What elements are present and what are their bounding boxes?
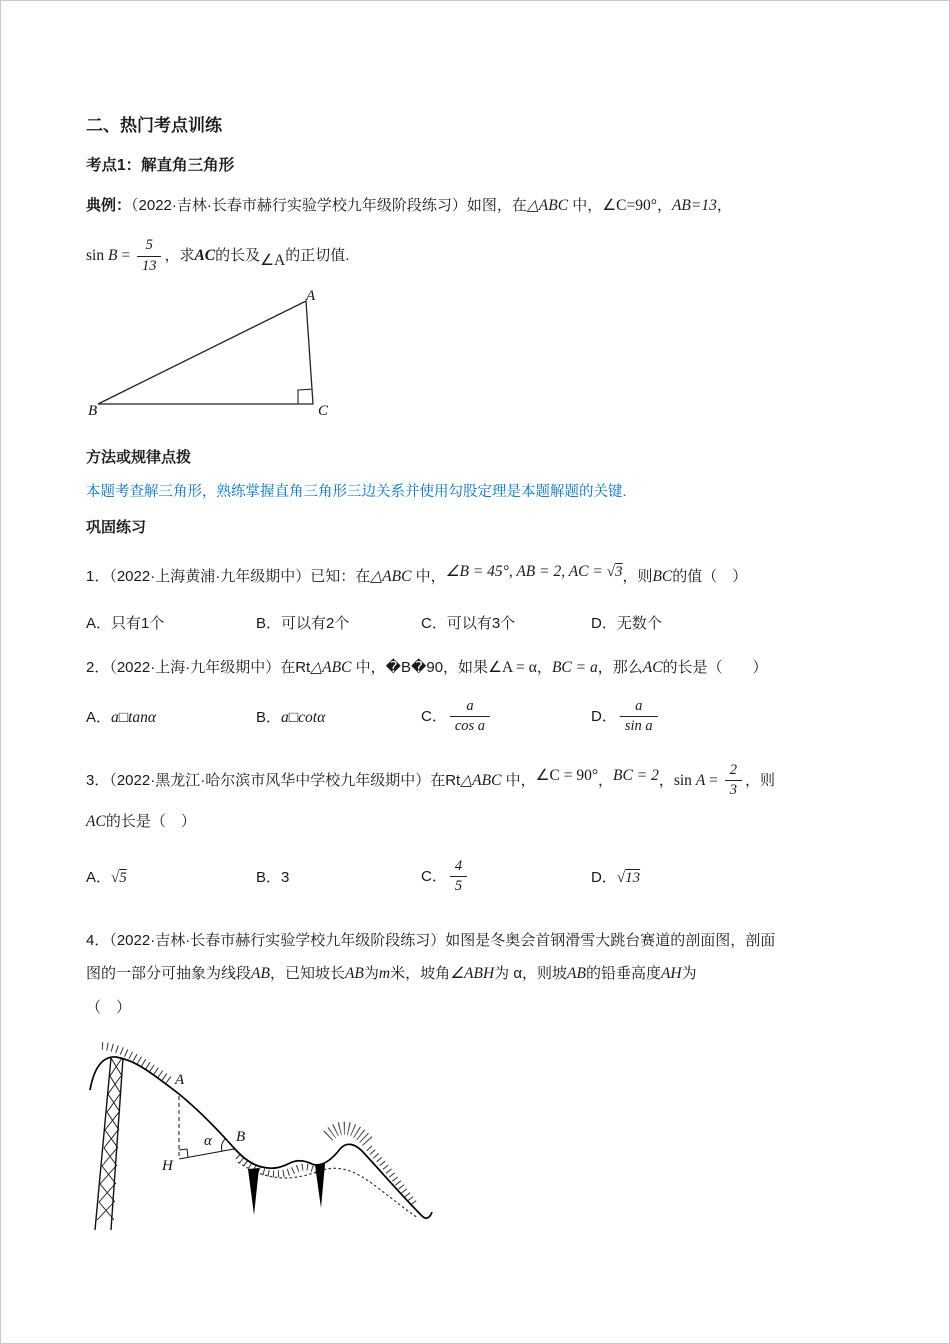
q2-text: ，那么 xyxy=(597,659,643,677)
q4-text: 为 xyxy=(363,964,379,982)
hatch-bump xyxy=(328,1128,368,1142)
option-label: A． xyxy=(86,709,112,727)
q3-number: 3． xyxy=(86,771,110,789)
right-angle-mark xyxy=(298,389,311,404)
option-label: C． xyxy=(421,707,447,725)
option-text: 可以有3个 xyxy=(446,615,516,633)
alpha-angle-arc xyxy=(221,1139,225,1151)
equals: = xyxy=(117,247,134,265)
question-3-stem-line2 xyxy=(86,809,864,835)
q4-text: ，已知坡长 xyxy=(269,964,345,982)
comma: ， xyxy=(716,197,732,214)
q2-number: 2． xyxy=(86,659,110,677)
fraction-numerator: a xyxy=(450,698,490,717)
example-text: 的长及 xyxy=(215,247,261,265)
q3-option-a xyxy=(86,866,256,887)
triangle-figure xyxy=(88,289,338,421)
q2-option-b xyxy=(256,706,421,727)
option-label: B． xyxy=(256,615,282,633)
radicand: 5 xyxy=(119,870,127,887)
q1-number: 1． xyxy=(86,568,110,586)
point-label-b: B xyxy=(236,1128,246,1145)
q4-line1: （2022·吉林·长春市赫行实验学校九年级阶段练习）如图是冬奥会首钢滑雪大跳台赛道的剖面图，剖面 xyxy=(109,931,776,949)
radical-sign: √ xyxy=(111,870,120,887)
angle-a-alpha-math: ∠A = α xyxy=(488,659,537,677)
vertex-label-b: B xyxy=(88,403,98,420)
question-4-stem xyxy=(86,924,864,1024)
q2-text: 中， xyxy=(351,659,386,677)
ab-math: AB xyxy=(567,964,586,982)
right-angle-mark-h xyxy=(179,1149,188,1157)
fraction-denominator: cos a xyxy=(454,718,486,735)
option-label: D． xyxy=(591,869,617,887)
angle-c-math: ∠C=90° xyxy=(602,197,657,214)
ab-math: AB xyxy=(251,964,270,982)
fraction-a-sin xyxy=(620,698,658,736)
angle-a-math: ∠A xyxy=(260,252,286,270)
fraction-numerator: 5 xyxy=(137,237,162,256)
q4-text: 米，坡角 xyxy=(390,964,451,982)
q1-text: 中， xyxy=(411,568,446,586)
triangle-abc-math: △ABC xyxy=(310,659,352,677)
option-math: a□cotα xyxy=(281,709,326,727)
option-math: a□tanα xyxy=(111,709,157,727)
sin-var: B xyxy=(107,247,118,265)
q1-math: ∠B = 45°, AB = 2, AC = xyxy=(445,563,607,581)
option-label: C． xyxy=(421,615,447,633)
q1-text: 的值（ ） xyxy=(672,568,748,586)
option-label: A． xyxy=(86,615,112,633)
q3-options xyxy=(86,858,864,896)
fraction-denominator: 5 xyxy=(454,878,463,895)
fraction-denominator: 3 xyxy=(729,781,738,798)
radicand: 13 xyxy=(625,870,641,887)
sqrt-3 xyxy=(607,564,623,580)
example-text: 中， xyxy=(568,197,603,214)
fraction-a-cos xyxy=(450,698,490,736)
m-math: m xyxy=(378,964,391,982)
triangle-abc-math: △ABC xyxy=(370,568,412,586)
question-3-stem xyxy=(86,762,864,800)
q3-text: ， xyxy=(598,771,614,789)
content-area xyxy=(1,1,949,1238)
angle-c-math: ∠C = 90° xyxy=(535,766,599,784)
point-label-a: A xyxy=(175,1071,185,1088)
q4-line3: （ ） xyxy=(86,998,132,1016)
ski-jump-figure xyxy=(86,1038,436,1238)
q2-option-a xyxy=(86,706,256,727)
option-label: D． xyxy=(591,615,617,633)
example-label: 典例： xyxy=(86,197,132,214)
ac-math: AC xyxy=(86,813,106,831)
q1-option-c xyxy=(421,612,591,633)
option-text: 3 xyxy=(281,869,290,887)
fraction-denominator: sin a xyxy=(624,718,653,735)
q2-source: （2022·上海·九年级期中）在Rt xyxy=(109,659,311,677)
ac-math: AC xyxy=(642,659,663,677)
radical-sign: √ xyxy=(606,564,615,581)
sqrt-13 xyxy=(617,870,640,886)
fraction-numerator: 2 xyxy=(725,762,742,781)
support-pillar-left xyxy=(248,1168,259,1215)
q2-text: ，如果 xyxy=(443,659,489,677)
fraction-5-13 xyxy=(137,237,162,275)
q3-text: 中， xyxy=(501,771,536,789)
ah-math: AH xyxy=(660,964,682,982)
ab-math: AB=13 xyxy=(671,197,717,214)
ab-math: AB xyxy=(344,964,364,982)
q2-options xyxy=(86,698,864,736)
practice-heading: 巩固练习 xyxy=(86,519,147,537)
q3-text: ， xyxy=(658,771,674,789)
q2-text: ， xyxy=(536,659,552,677)
radical-sign: √ xyxy=(616,870,626,887)
q1-source: （2022·上海黄浦·九年级期中）已知：在 xyxy=(109,568,371,586)
angle-label-alpha: α xyxy=(204,1132,212,1149)
vertex-label-a: A xyxy=(306,289,316,305)
option-text: 只有1个 xyxy=(111,615,165,633)
vertex-label-c: C xyxy=(318,403,329,420)
option-text: 可以有2个 xyxy=(281,615,350,633)
q2-option-d xyxy=(591,698,864,736)
fraction-denominator: 13 xyxy=(141,257,157,274)
q3-text: 的长是（ ） xyxy=(105,813,196,831)
fraction-numerator: a xyxy=(620,698,658,717)
q4-text: 的铅垂高度 xyxy=(585,964,661,982)
dotted-undercurve xyxy=(238,1162,418,1218)
q3-source: （2022·黑龙江·哈尔滨市风华中学校九年级期中）在Rt xyxy=(109,771,461,789)
sin-fn: sin xyxy=(86,247,108,265)
angle-abh-math: ∠ABH xyxy=(450,964,495,982)
example-source: （2022·吉林·长春市赫行实验学校九年级阶段练习）如图，在 xyxy=(131,197,527,214)
option-label: B． xyxy=(256,709,282,727)
topic-title: 考点1：解直角三角形 xyxy=(86,157,235,174)
option-label: C． xyxy=(421,867,447,885)
sin-fn: sin xyxy=(673,771,696,789)
triangle-outline xyxy=(98,301,313,404)
triangle-abc-math: △ABC xyxy=(460,771,502,789)
slope-curve xyxy=(90,1057,432,1218)
sin-var: A xyxy=(695,771,706,789)
q1-option-a xyxy=(86,612,256,633)
method-tip-text: 本题考查解三角形，熟练掌握直角三角形三边关系并使用勾股定理是本题解题的关键. xyxy=(86,484,627,501)
tower-rails xyxy=(95,1058,123,1230)
option-label: D． xyxy=(591,707,617,725)
equals: = xyxy=(705,771,722,789)
q3-option-c xyxy=(421,858,591,896)
fraction-2-3 xyxy=(725,762,742,800)
method-heading: 方法或规律点拨 xyxy=(86,449,192,467)
support-pillar-right xyxy=(315,1164,325,1208)
q1-options xyxy=(86,612,864,633)
q3-text: ，则 xyxy=(745,771,776,789)
question-1-stem xyxy=(86,559,864,590)
hatch-right-slope xyxy=(369,1148,416,1206)
q4-text: 为 xyxy=(681,964,697,982)
option-label: B． xyxy=(256,869,282,887)
comma: ， xyxy=(656,197,672,214)
radicand: 3 xyxy=(614,564,623,581)
option-text: 无数个 xyxy=(616,615,662,633)
fraction-4-5 xyxy=(450,858,467,896)
q1-option-b xyxy=(256,612,421,633)
triangle-abc-math: △ABC xyxy=(526,197,569,214)
section-title: 二、热门考点训练 xyxy=(86,116,222,135)
example-text: 的正切值. xyxy=(285,247,350,265)
bc-2-math: BC = 2 xyxy=(613,766,659,784)
example-stem-line2 xyxy=(86,237,864,275)
q2-garbled-glyphs: �B�90 xyxy=(385,659,444,677)
example-stem-line1 xyxy=(86,193,864,219)
q2-text: 的长是（ ） xyxy=(662,659,768,677)
option-label: A． xyxy=(86,869,112,887)
q3-option-d xyxy=(591,866,864,887)
bc-a-math: BC = a xyxy=(551,659,598,677)
q4-number: 4． xyxy=(86,931,110,949)
q2-option-c xyxy=(421,698,591,736)
bc-math: BC xyxy=(652,568,673,586)
q1-text: ，则 xyxy=(622,568,653,586)
q4-text: 图的一部分可抽象为线段 xyxy=(86,964,252,982)
q1-option-d xyxy=(591,612,864,633)
point-label-h: H xyxy=(162,1157,173,1174)
example-text: ，求 xyxy=(164,247,195,265)
tower-bracing xyxy=(97,1058,122,1220)
ac-math: AC xyxy=(194,247,216,265)
question-2-stem xyxy=(86,655,864,681)
fraction-numerator: 4 xyxy=(450,858,467,877)
q4-text: 为 α，则坡 xyxy=(494,964,568,982)
q3-option-b xyxy=(256,866,421,887)
sqrt-5 xyxy=(111,870,127,886)
